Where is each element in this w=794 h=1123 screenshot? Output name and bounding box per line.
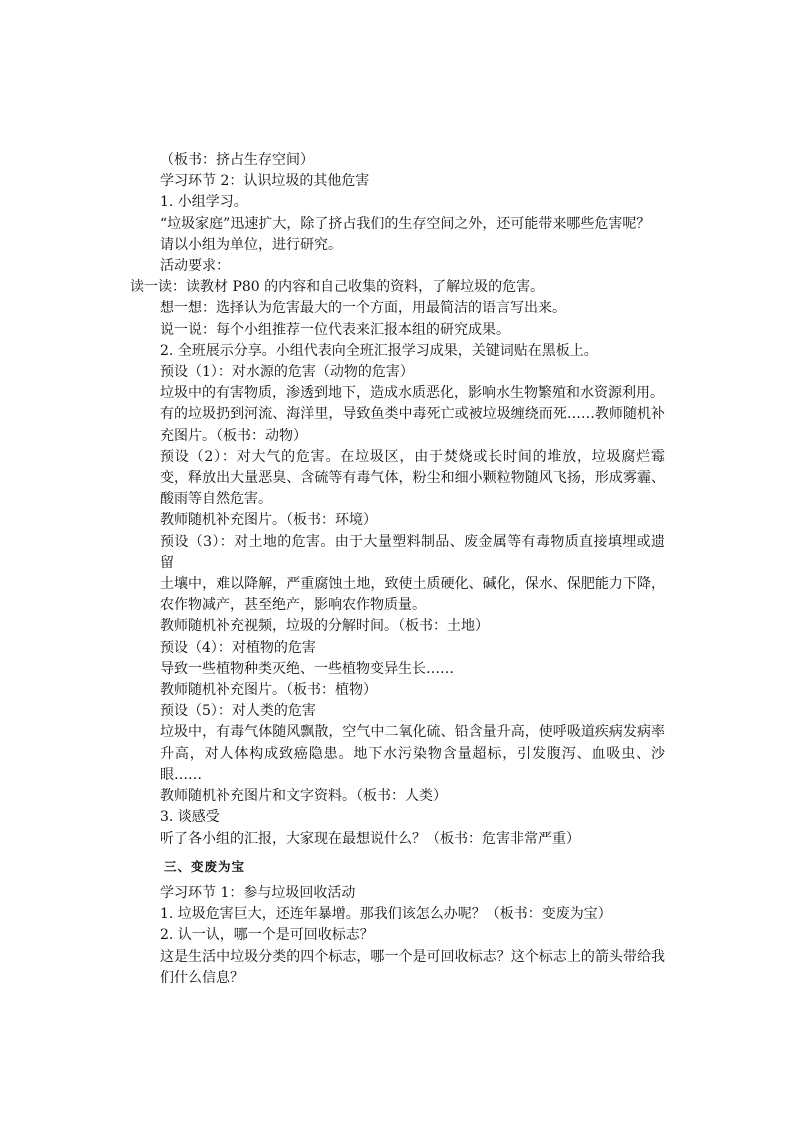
preset-heading: 预设（5）：对人类的危害 [160,703,316,720]
paragraph: 教师随机补充图片。（板书：环境） [160,512,377,529]
paragraph: 想一想：选择认为危害最大的一个方面，用最简洁的语言写出来。 [160,300,566,317]
step-heading: 1. 垃圾危害巨大，还连年暴增。那我们该怎么办呢？（板书：变废为宝） [160,906,612,923]
preset-heading: 预设（1）：对水源的危害（动物的危害） [160,364,414,381]
step-heading: 1. 小组学习。 [160,194,248,211]
paragraph: 教师随机补充图片和文字资料。（板书：人类） [160,788,447,805]
board-note: （板书：挤占生存空间） [160,152,314,168]
paragraph: 导致一些植物种类灭绝、一些植物变异生长…… [160,660,454,677]
paragraph: “垃圾家庭”迅速扩大，除了挤占我们的生存空间之外，还可能带来哪些危害呢？ [160,215,651,232]
document-body [130,150,665,989]
step-heading: 3. 谈感受 [160,809,220,826]
step-heading: 2. 全班展示分享。小组代表向全班汇报学习成果，关键词贴在黑板上。 [160,342,598,359]
section-title: 学习环节 1：参与垃圾回收活动 [160,884,356,901]
preset-heading: 预设（4）：对植物的危害 [160,639,316,656]
paragraph: 预设（2）：对大气的危害。在垃圾区，由于焚烧或长时间的堆放，垃圾腐烂霉变，释放出大量恶臭、含硫等有毒气体，粉尘和细小颗粒物随风飞扬，形成雾霾、酸雨等自然危害。 [160,448,665,508]
paragraph: 听了各小组的汇报，大家现在最想说什么？（板书：危害非常严重） [160,830,580,847]
step-heading: 2. 认一认，哪一个是可回收标志？ [160,927,374,944]
paragraph: 读一读：读教材 P80 的内容和自己收集的资料，了解垃圾的危害。 [130,279,545,296]
paragraph: 教师随机补充图片。（板书：植物） [160,682,377,699]
paragraph: 有的垃圾扔到河流、海洋里，导致鱼类中毒死亡或被垃圾缠绕而死……教师随机补充图片。（板书：动物） [160,406,665,444]
paragraph: 土壤中，难以降解，严重腐蚀土地，致使土质硬化、碱化，保水、保肥能力下降，农作物减产，甚至绝产，影响农作物质量。 [160,576,665,614]
chapter-heading: 三、变废为宝 [164,858,246,874]
paragraph: 活动要求： [160,258,230,275]
paragraph: 垃圾中，有毒气体随风飘散，空气中二氧化硫、铅含量升高，使呼吸道疾病发病率升高，对人体构成致癌隐患。地下水污染物含量超标，引发腹泻、血吸虫、沙眼…… [160,724,665,783]
section-title: 学习环节 2：认识垃圾的其他危害 [160,173,370,190]
paragraph: 说一说：每个小组推荐一位代表来汇报本组的研究成果。 [160,321,510,338]
paragraph: 垃圾中的有害物质，渗透到地下，造成水质恶化，影响水生物繁殖和水资源利用。 [160,385,664,402]
paragraph: 教师随机补充视频，垃圾的分解时间。（板书：土地） [160,618,489,635]
paragraph: 这是生活中垃圾分类的四个标志，哪一个是可回收标志？这个标志上的箭头带给我们什么信息？ [160,948,665,986]
paragraph: 请以小组为单位，进行研究。 [160,236,342,253]
preset-heading: 预设（3）：对土地的危害。由于大量塑料制品、废金属等有毒物质直接填埋或遗留 [160,533,665,571]
